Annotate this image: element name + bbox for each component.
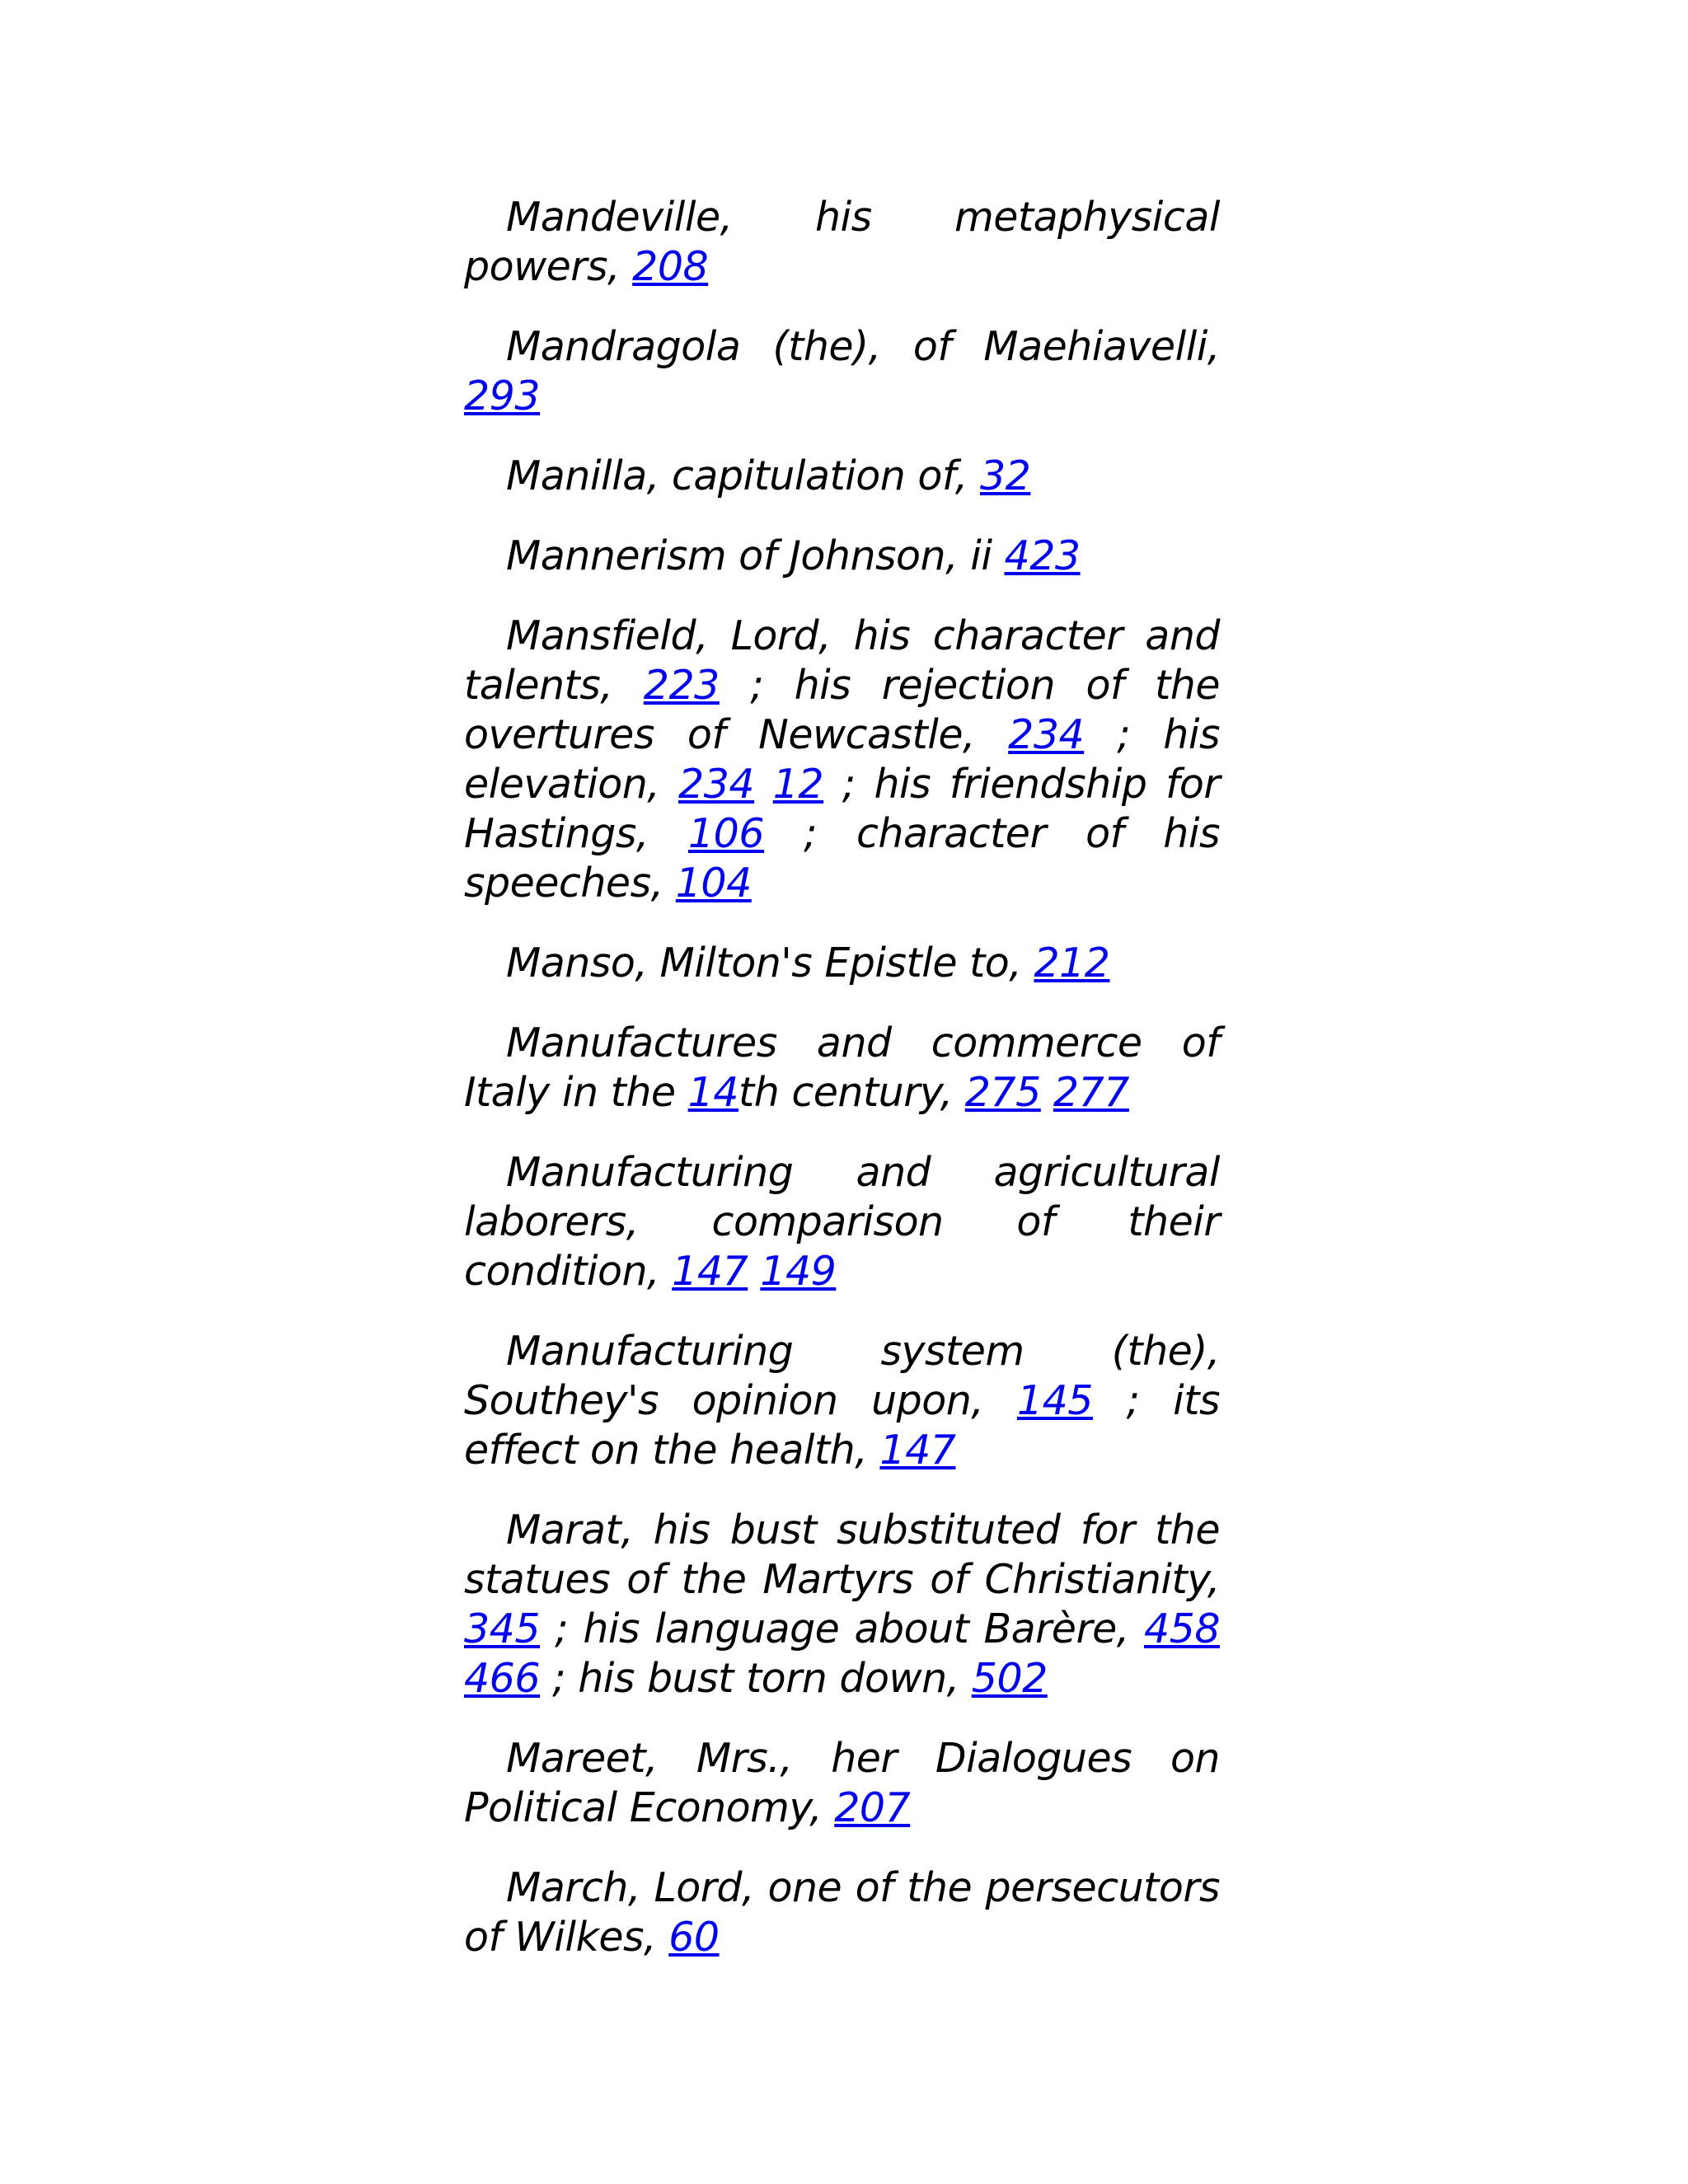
index-entry — [464, 1734, 1220, 1833]
index-entry — [464, 1019, 1220, 1118]
page-reference-link[interactable]: 32 — [979, 452, 1031, 499]
page-reference-link[interactable]: 106 — [687, 810, 764, 857]
entry-text: ; his rejection of the overtures of Newcastle, — [464, 662, 1220, 758]
index-entry — [464, 322, 1220, 421]
page-reference-link[interactable]: 466 — [464, 1655, 541, 1702]
index-entry — [464, 612, 1220, 908]
index-entry — [464, 193, 1220, 292]
page-reference-link[interactable]: 104 — [675, 860, 752, 907]
entry-text — [748, 1248, 760, 1295]
entry-text: ; his elevation, — [464, 711, 1220, 808]
entry-text: Marat, his bust substituted for the statues of the Martyrs of Christianity, — [464, 1507, 1220, 1603]
page-reference-link[interactable]: 12 — [772, 761, 824, 808]
page-reference-link[interactable]: 208 — [632, 243, 709, 290]
page-reference-link[interactable]: 275 — [964, 1069, 1041, 1116]
page-reference-link[interactable]: 14 — [687, 1069, 738, 1116]
entry-text: ; his language about Barère, — [540, 1605, 1144, 1652]
entry-text: Mansfield, Lord, his character and talents, — [464, 612, 1220, 709]
entry-text — [754, 761, 773, 808]
entry-text: Mannerism of Johnson, ii — [506, 532, 1005, 579]
page-reference-link[interactable]: 293 — [464, 373, 541, 419]
page-reference-link[interactable]: 345 — [464, 1605, 541, 1652]
index-entry — [464, 939, 1220, 988]
index-entry — [464, 1148, 1220, 1296]
page-reference-link[interactable]: 423 — [1004, 532, 1081, 579]
page-reference-link[interactable]: 147 — [672, 1248, 748, 1295]
entry-text: ; his friendship for Hastings, — [464, 761, 1220, 857]
entry-text: Mandeville, his metaphysical powers, — [464, 194, 1220, 290]
page-reference-link[interactable]: 277 — [1053, 1069, 1129, 1116]
entry-text: ; its effect on the health, — [464, 1377, 1220, 1474]
index-entry — [464, 1506, 1220, 1704]
page-reference-link[interactable]: 147 — [879, 1427, 956, 1474]
entry-text — [1041, 1069, 1053, 1116]
entry-text: Manufacturing and agricultural laborers, comparison of their condition, — [464, 1149, 1220, 1295]
page-reference-link[interactable]: 60 — [668, 1914, 720, 1961]
index-entry — [464, 452, 1220, 501]
entry-text: Manufactures and commerce of Italy in the — [464, 1019, 1220, 1116]
page-reference-link[interactable]: 212 — [1034, 940, 1110, 987]
entry-text: ; his bust torn down, — [540, 1655, 972, 1702]
entry-text: Manufacturing system (the), Southey's opinion upon, — [464, 1328, 1220, 1424]
entry-text: Manso, Milton's Epistle to, — [506, 940, 1034, 987]
page-reference-link[interactable]: 223 — [643, 662, 720, 709]
page-reference-link[interactable]: 458 — [1143, 1605, 1220, 1652]
index-entry — [464, 1327, 1220, 1475]
page-reference-link[interactable]: 145 — [1016, 1377, 1093, 1424]
entry-text: March, Lord, one of the persecutors of Wilkes, — [464, 1864, 1220, 1961]
entry-text: th century, — [738, 1069, 965, 1116]
page-reference-link[interactable]: 207 — [834, 1784, 911, 1831]
entry-text: Mandragola (the), of Maehiavelli, — [506, 323, 1220, 370]
entry-text: ; character of his speeches, — [464, 810, 1220, 907]
page-reference-link[interactable]: 234 — [1008, 711, 1085, 758]
index-page — [464, 193, 1220, 1993]
page-reference-link[interactable]: 149 — [760, 1248, 837, 1295]
page-reference-link[interactable]: 502 — [971, 1655, 1048, 1702]
index-entry — [464, 1863, 1220, 1962]
page-reference-link[interactable]: 234 — [678, 761, 755, 808]
index-entry — [464, 532, 1220, 581]
entry-text: Manilla, capitulation of, — [506, 452, 980, 499]
entry-text: Mareet, Mrs., her Dialogues on Political Economy, — [464, 1735, 1220, 1831]
